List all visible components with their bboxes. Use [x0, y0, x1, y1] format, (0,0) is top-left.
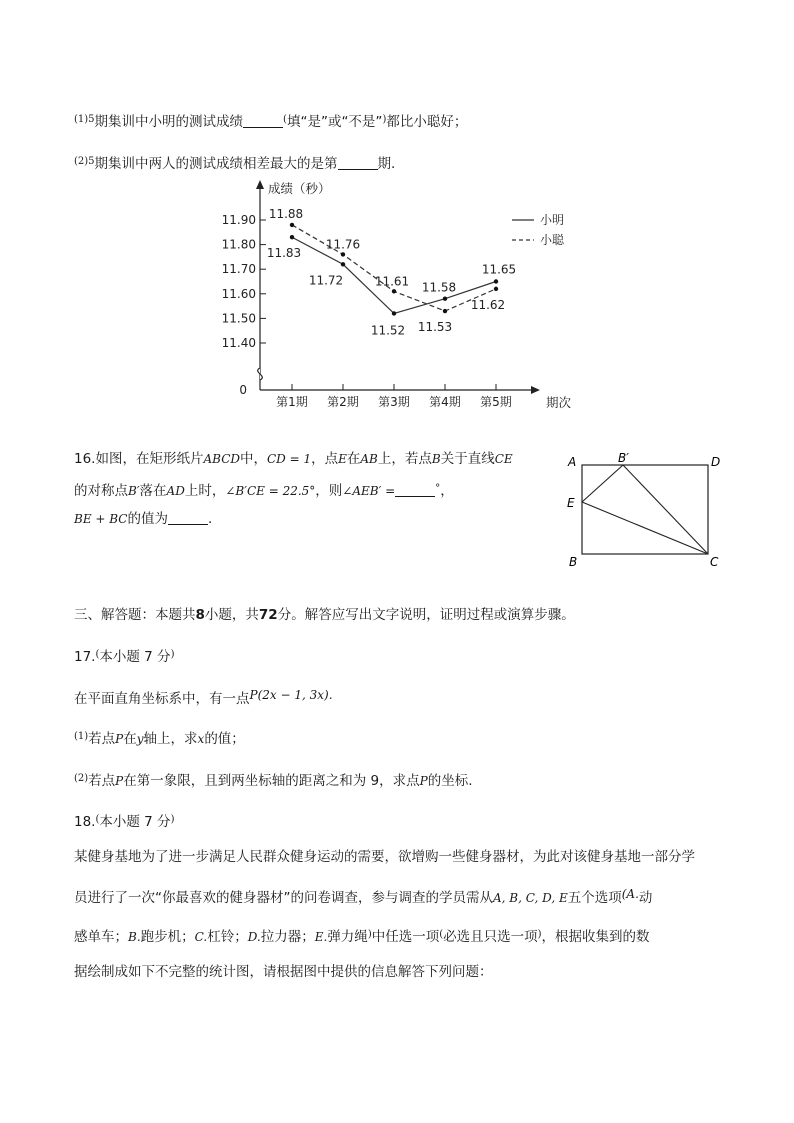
data-label: 11.65 [481, 262, 517, 277]
q16-line1: 16.如图，在矩形纸片ABCD中，CD = 1，点E在AB上，若点B关于直线CE [74, 451, 513, 467]
data-label: 11.58 [421, 280, 457, 295]
q18-line1: 某健身基地为了进一步满足人民群众健身运动的需要，欲增购一些健身器材，为此对该健身基地一部分学 [74, 849, 695, 865]
x-tick-label: 第3期 [378, 395, 410, 409]
x-tick-label: 第4期 [429, 395, 461, 409]
x-tick-label: 第5期 [480, 395, 512, 409]
segment-ec [582, 502, 708, 554]
y-tick-label: 0 [239, 383, 247, 397]
legend-xiaoming: 小明 [540, 213, 565, 227]
x-tick-label: 第1期 [276, 395, 308, 409]
answer-blank [395, 482, 435, 497]
q15-part2: $^{(2)5}$期集训中两人的测试成绩相差最大的是第 期. [74, 156, 396, 172]
series-line-xiaocong [292, 225, 496, 311]
q18-line2: 员进行了一次“你最喜欢的健身器材”的问卷调查，参与调查的学员需从A, B, C, D, E五个选项(A.动 [74, 887, 653, 906]
axis-break [258, 368, 263, 380]
y-tick-label: 11.90 [221, 213, 256, 227]
label-a: A [568, 455, 577, 469]
label-e: E [567, 496, 575, 510]
x-axis-arrow [531, 386, 540, 394]
data-label: 11.53 [417, 320, 453, 335]
q18-heading: 18.(本小题 7 分) [74, 814, 175, 830]
answer-blank [168, 510, 208, 525]
q17-part1: $^{(1)}$若点P在y轴上，求x的值； [74, 731, 245, 747]
data-point [443, 297, 447, 301]
data-point [494, 279, 498, 283]
x-axis-label: 期次 [546, 395, 572, 410]
q16-line2: 的对称点B′落在AD上时，∠B′CE = 22.5°，则∠AEB′ = °， [74, 483, 454, 499]
y-tick-label: 11.50 [221, 311, 256, 326]
data-point [443, 309, 447, 313]
data-point [341, 252, 345, 256]
q16-line3: BE + BC的值为 . [74, 511, 213, 527]
data-point [341, 262, 345, 266]
section-3-heading: 三、解答题：本题共8小题，共72分。解答应写出文字说明，证明过程或演算步骤。 [74, 607, 575, 623]
x-tick-label: 第2期 [327, 395, 359, 409]
data-label: 11.52 [370, 323, 406, 338]
data-point [290, 223, 294, 227]
segment-eb-prime [582, 465, 623, 502]
data-label: 11.61 [374, 274, 410, 289]
y-tick-label: 11.80 [221, 237, 256, 252]
data-point [290, 235, 294, 239]
segment-b-prime-c [623, 465, 708, 554]
y-axis-label: 成绩（秒） [268, 181, 331, 196]
data-label: 11.62 [470, 297, 506, 312]
q15-part1: $^{(1)5}$期集训中小明的测试成绩 (填“是”或“不是”)都比小聪好； [74, 114, 468, 130]
data-point [494, 287, 498, 291]
data-label: 11.76 [325, 237, 361, 252]
rectangle-figure [560, 450, 730, 575]
data-label: 11.72 [308, 273, 344, 288]
y-axis-arrow [256, 180, 264, 189]
q18-line3: 感单车；B.跑步机；C.杠铃；D.拉力器；E.弹力绳)中任选一项(必选且只选一项)，根据收集到的数 [74, 929, 650, 945]
legend-xiaocong: 小聪 [540, 233, 565, 247]
y-tick-label: 11.40 [221, 336, 256, 350]
y-tick-label: 11.60 [221, 286, 256, 301]
q18-line4: 据绘制成如下不完整的统计图，请根据图中提供的信息解答下列问题： [74, 964, 493, 980]
label-b-prime: B′ [618, 451, 629, 465]
label-b: B [569, 555, 578, 569]
answer-blank [338, 155, 378, 170]
data-point [392, 289, 396, 293]
q17-intro: 在平面直角坐标系中，有一点P(2x − 1, 3x). [74, 688, 333, 707]
data-label: 11.88 [268, 206, 304, 221]
data-label: 11.83 [266, 246, 302, 261]
answer-blank [243, 113, 283, 128]
label-d: D [711, 455, 721, 469]
y-tick-label: 11.70 [221, 262, 256, 277]
q17-heading: 17.(本小题 7 分) [74, 649, 175, 665]
data-point [392, 311, 396, 315]
label-c: C [710, 555, 719, 569]
line-chart [200, 175, 580, 415]
q17-part2: $^{(2)}$若点P在第一象限，且到两坐标轴的距离之和为 9，求点P的坐标. [74, 773, 473, 789]
